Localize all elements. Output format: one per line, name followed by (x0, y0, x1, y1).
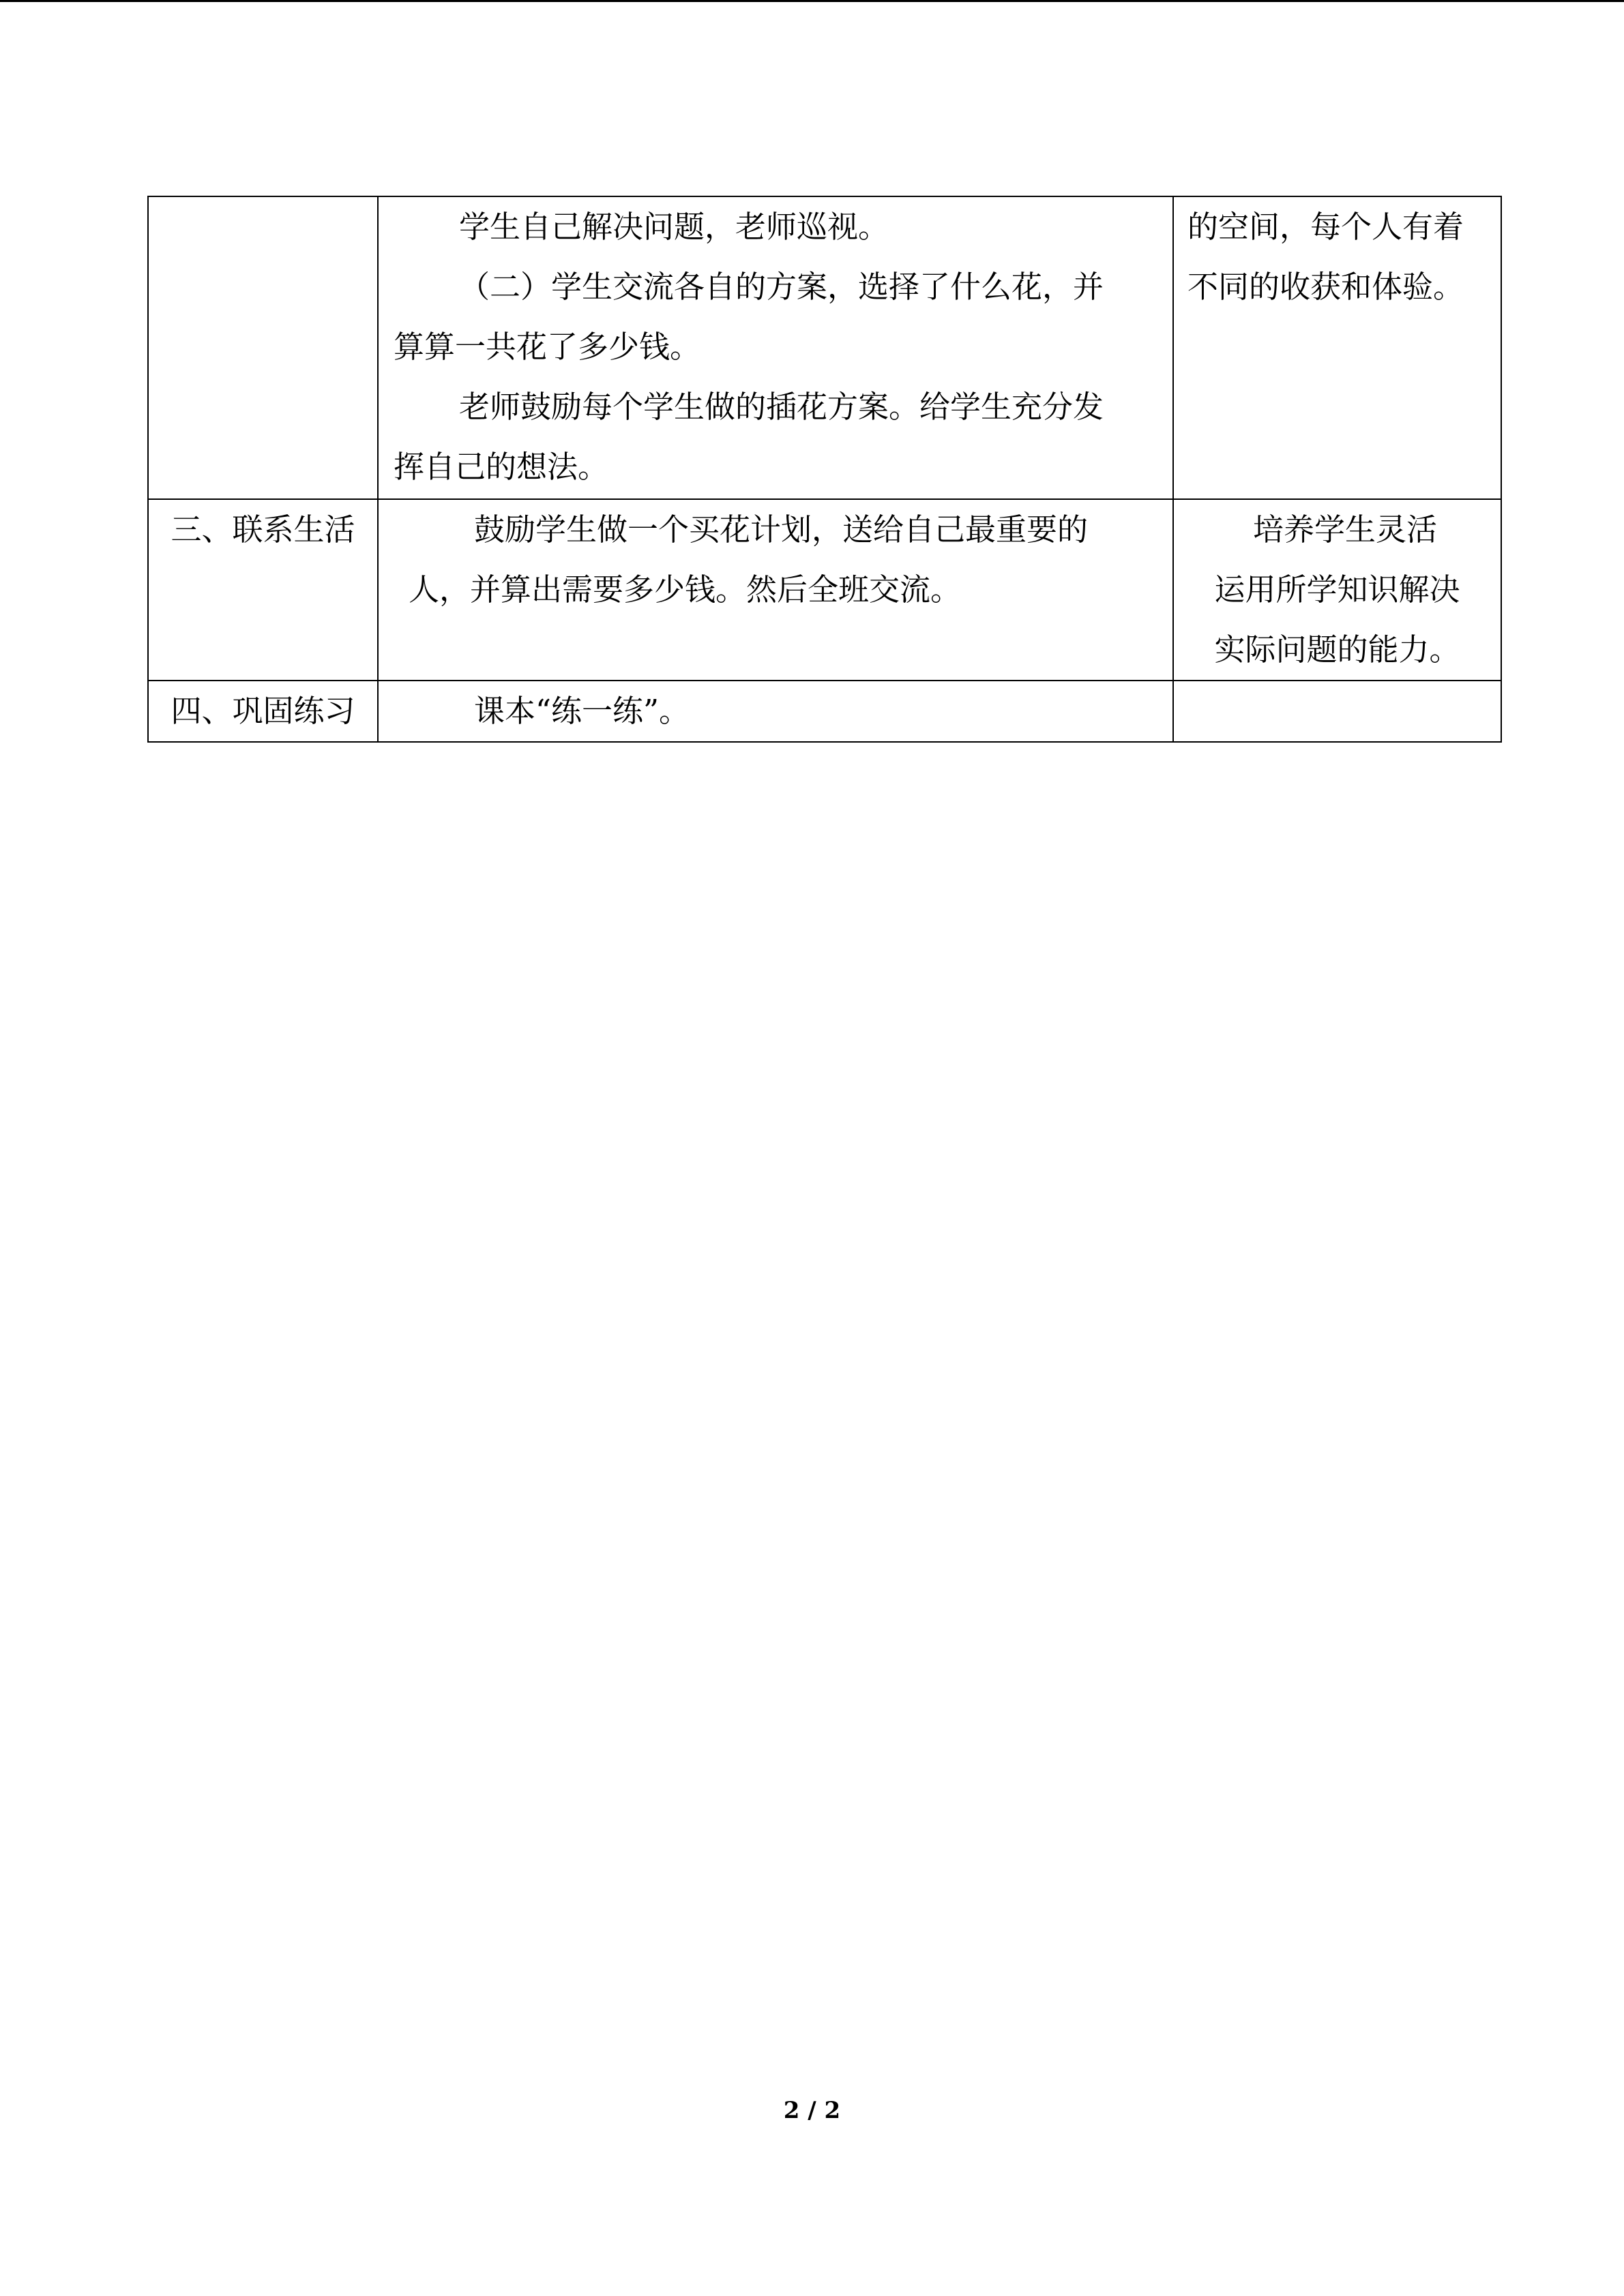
table-row (148, 499, 1501, 681)
intent-line: 培养学生灵活 (1253, 511, 1438, 548)
table-row (148, 681, 1501, 742)
intent-line: 不同的收获和体验。 (1187, 269, 1464, 305)
process-cell (378, 196, 1173, 499)
process-paragraph: 老师鼓励每个学生做的插花方案。给学生充分发 (459, 389, 1104, 425)
lesson-plan-table (147, 196, 1502, 743)
intent-line: 运用所学知识解决 (1214, 571, 1460, 608)
page-number: 2 / 2 (783, 2097, 841, 2124)
process-cell (378, 499, 1173, 681)
process-paragraph: 挥自己的想法。 (394, 449, 609, 485)
stage-cell (148, 196, 378, 499)
stage-cell: 三、联系生活 (148, 499, 378, 681)
stage-cell: 四、巩固练习 (148, 681, 378, 742)
intent-cell (1173, 499, 1501, 681)
process-paragraph: 算算一共花了多少钱。 (394, 329, 701, 365)
process-paragraph: 课本“练一练”。 (474, 693, 690, 729)
process-paragraph: 人，并算出需要多少钱。然后全班交流。 (409, 571, 962, 608)
page-top-border (0, 0, 1624, 2)
intent-cell (1173, 681, 1501, 742)
intent-cell (1173, 196, 1501, 499)
intent-line: 的空间，每个人有着 (1187, 209, 1464, 245)
process-paragraph: 学生自己解决问题，老师巡视。 (459, 209, 889, 245)
intent-line: 实际问题的能力。 (1214, 631, 1460, 668)
process-cell (378, 681, 1173, 742)
table-row (148, 196, 1501, 499)
process-paragraph: （二）学生交流各自的方案，选择了什么花，并 (459, 269, 1104, 305)
process-paragraph: 鼓励学生做一个买花计划，送给自己最重要的 (474, 511, 1089, 548)
